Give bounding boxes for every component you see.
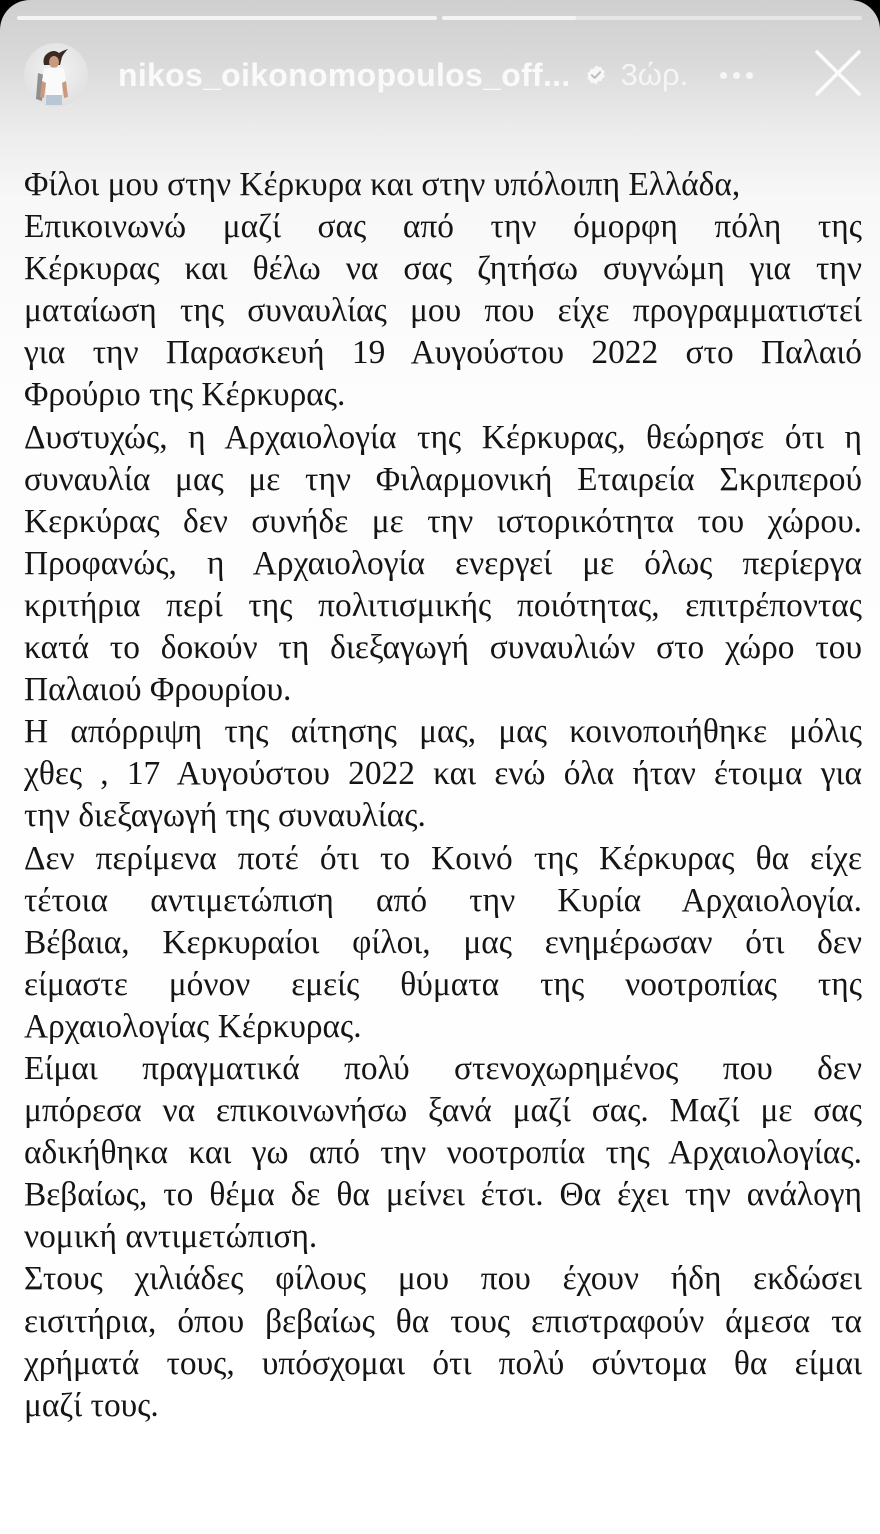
close-button[interactable] bbox=[814, 50, 862, 98]
text-line: κριτήρια περί της πολιτισμικής ποιότητας, επιτρέποντας bbox=[24, 586, 862, 624]
avatar[interactable] bbox=[24, 43, 88, 107]
progress-segment-1 bbox=[17, 16, 437, 20]
text-line: Επικοινωνώ μαζί σας από την όμορφη πόλη της bbox=[24, 208, 862, 246]
username[interactable]: nikos_oikonomopoulos_off... bbox=[118, 56, 571, 93]
progress-segment-2 bbox=[442, 16, 862, 20]
post-time: 3ώρ. bbox=[620, 57, 689, 92]
text-line: Η απόρριψη της αίτησης μας, μας κοινοποιήθηκε μόλις bbox=[24, 713, 862, 751]
more-horizontal-icon bbox=[720, 72, 727, 79]
story-text-content bbox=[24, 164, 862, 1427]
text-line: Φίλοι μου στην Κέρκυρα και στην υπόλοιπη Ελλάδα, bbox=[24, 166, 741, 203]
more-horizontal-icon bbox=[733, 72, 740, 79]
text-line: μαζί τους. bbox=[24, 1386, 159, 1424]
text-line: Φρούριο της Κέρκυρας. bbox=[24, 376, 346, 414]
text-line: Βέβαια, Κερκυραίοι φίλοι, μας ενημέρωσαν ότι δεν bbox=[24, 923, 862, 961]
more-options-button[interactable] bbox=[720, 72, 753, 79]
profile-photo-icon bbox=[24, 43, 88, 107]
text-line: μπόρεσα να επικοινωνήσω ξανά μαζί σας. Μαζί με σας bbox=[24, 1092, 862, 1130]
text-line: χθες , 17 Αυγούστου 2022 και ενώ όλα ήταν έτοιμα για bbox=[24, 755, 862, 793]
text-line: Αρχαιολογίας Κέρκυρας. bbox=[24, 1007, 362, 1045]
text-line: την διεξαγωγή της συναυλίας. bbox=[24, 797, 426, 835]
text-line: Προφανώς, η Αρχαιολογία ενεργεί με όλως περίεργα bbox=[24, 544, 862, 582]
text-line: Στους χιλιάδες φίλους μου που έχουν ήδη εκδώσει bbox=[24, 1260, 862, 1298]
progress-fill bbox=[442, 16, 576, 20]
progress-fill bbox=[17, 16, 437, 20]
verified-badge-icon bbox=[585, 64, 607, 86]
text-line: Δεν περίμενα ποτέ ότι το Κοινό της Κέρκυρας θα είχε bbox=[24, 839, 862, 877]
text-line: εισιτήρια, όπου βεβαίως θα τους επιστραφούν άμεσα τα bbox=[24, 1302, 862, 1340]
more-horizontal-icon bbox=[746, 72, 753, 79]
text-line: Κέρκυρας και θέλω να σας ζητήσω συγνώμη για την bbox=[24, 250, 862, 288]
story-header bbox=[24, 38, 862, 112]
text-line: Κερκύρας δεν συνήδε με την ιστορικότητα του χώρου. bbox=[24, 502, 862, 540]
text-line: τέτοια αντιμετώπιση από την Κυρία Αρχαιολογία. bbox=[24, 881, 862, 919]
text-line: κατά το δοκούν τη διεξαγωγή συναυλιών στο χώρο του bbox=[24, 629, 862, 667]
text-line: Βεβαίως, το θέμα δε θα μείνει έτσι. Θα έχει την ανάλογη bbox=[24, 1176, 862, 1214]
text-line: Δυστυχώς, η Αρχαιολογία της Κέρκυρας, θεώρησε ότι η bbox=[24, 418, 862, 456]
text-line: συναυλία μας με την Φιλαρμονική Εταιρεία Σκριπερού bbox=[24, 460, 862, 498]
text-line: Παλαιού Φρουρίου. bbox=[24, 671, 292, 709]
text-line: Είμαι πραγματικά πολύ στενοχωρημένος που δεν bbox=[24, 1049, 862, 1087]
close-icon bbox=[817, 52, 859, 94]
story-progress bbox=[17, 16, 862, 21]
text-line: αδικήθηκα και γω από την νοοτροπία της Αρχαιολογίας. bbox=[24, 1134, 862, 1172]
text-line: χρήματά τους, υπόσχομαι ότι πολύ σύντομα θα είμαι bbox=[24, 1344, 862, 1382]
text-line: είμαστε μόνον εμείς θύματα της νοοτροπίας της bbox=[24, 965, 862, 1003]
text-line: ματαίωση της συναυλίας μου που είχε προγραμματιστεί bbox=[24, 292, 862, 330]
text-line: νομική αντιμετώπιση. bbox=[24, 1218, 318, 1256]
text-line: για την Παρασκευή 19 Αυγούστου 2022 στο Παλαιό bbox=[24, 334, 862, 372]
